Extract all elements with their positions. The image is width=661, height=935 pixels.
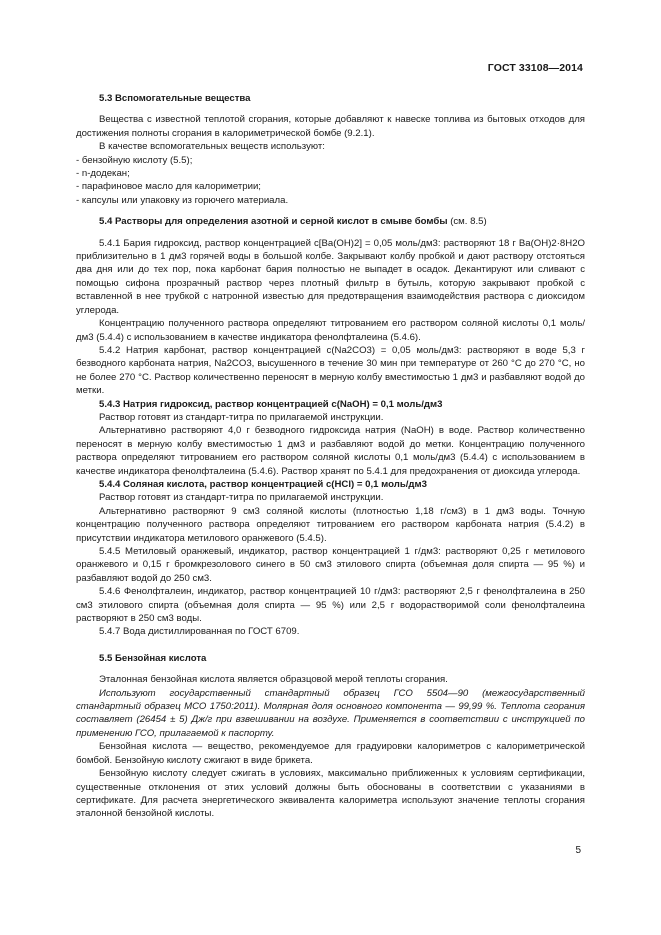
paragraph: Бензойная кислота — вещество, рекомендуемое для градуировки калориметров с калориметрической бомбой. Бензойную кислоту сжигают в виде брикета.	[76, 741, 585, 766]
paragraph-5-4-2: 5.4.2 Натрия карбонат, раствор концентрацией c(Na2CO3) = 0,05 моль/дм3: растворяют в воде 5,3 г безводного карбоната натрия, Na2CO3, высушенного в течение 30 мин при температуре от 260 °С до 270 °С, но не более 270 °С. Раствор количественно переносят в мерную колбу вместимостью 1 дм3 и разбавляют водой до метки.	[76, 344, 585, 397]
paragraph: Эталонная бензойная кислота является образцовой мерой теплоты сгорания.	[99, 674, 448, 686]
paragraph: Раствор готовят из стандарт-титра по прилагаемой инструкции.	[99, 492, 384, 504]
paragraph-5-4-1: 5.4.1 Бария гидроксид, раствор концентрацией c[Ba(OH)2] = 0,05 моль/дм3: растворяют 18 г Ba(OH)2·8H2O приблизительно в 1 дм3 горячей воды в большой колбе. Закрывают колбу пробкой и дают раствору отстояться два дня или до тех пор, пока карбонат бария полностью не выпадет в осадок. Декантируют или сливают с помощью сифона прозрачный раствор через плотный фильтр в бутыль, которую закрывают пробкой с вставленной в нее трубкой с натронной известью для предотвращения взаимодействия раствора с диоксидом углерода.	[76, 237, 585, 316]
paragraph: Раствор готовят из стандарт-титра по прилагаемой инструкции.	[99, 411, 384, 423]
list-item: - n-додекан;	[76, 168, 130, 180]
paragraph: Альтернативно растворяют 9 см3 соляной кислоты (плотностью 1,18 г/см3) в 1 дм3 воды. Точную концентрацию полученного раствора определяют титрованием его раствором карбоната натрия (5.4.2) в присутствии индикатора метилового оранжевого (5.4.5).	[76, 505, 585, 544]
paragraph-5-4-5: 5.4.5 Метиловый оранжевый, индикатор, раствор концентрацией 1 г/дм3: растворяют 0,25 г метилового оранжевого и 0,15 г бромкрезолового синего в 50 см3 этилового спирта (объемная доля спирта — 95 %) и разбавляют водой до 250 см3.	[76, 546, 585, 584]
subheading-5-4-3: 5.4.3 Натрия гидроксид, раствор концентрацией c(NaOH) = 0,1 моль/дм3	[99, 398, 443, 410]
heading-reference: (см. 8.5)	[450, 216, 487, 228]
document-body	[76, 92, 585, 821]
paragraph: Бензойную кислоту следует сжигать в условиях, максимально приближенных к условиям сертификации, существенные отклонения от этих условий должны быть обоснованы в соответствии с указаниями в сертификате. Для расчета энергетического эквивалента калориметра используют значение теплоты сгорания эталонной бензойной кислоты.	[76, 768, 585, 820]
list-item: - бензойную кислоту (5.5);	[76, 154, 193, 166]
section-heading-5-5: 5.5 Бензойная кислота	[99, 652, 207, 664]
standard-code: ГОСТ 33108—2014	[487, 62, 583, 74]
paragraph: Альтернативно растворяют 4,0 г безводного гидроксида натрия (NaOH) в воде. Раствор количественно переносят в мерную колбу вместимостью 1 дм3 и разбавляют водой до метки. Концентрацию полученного раствора определяют титрованием его раствором соляной кислоты 0,1 моль/дм3 (5.4.4) с использованием в качестве индикатора фенолфталеина (5.4.6). Раствор хранят по 5.4.1 для предохранения от диоксида углерода.	[76, 425, 585, 477]
paragraph: Вещества с известной теплотой сгорания, которые добавляют к навеске топлива из бытовых отходов для достижения полноты сгорания в калориметрической бомбе (9.2.1).	[76, 114, 585, 139]
section-heading-5-4	[76, 215, 585, 228]
page-number: 5	[575, 845, 581, 856]
paragraph-italic: Используют государственный стандартный образец ГСО 5504—90 (межгосударственный стандартный образец МСО 1750:2011). Молярная доля основного компонента — 99,99 %. Теплота сгорания составляет (26454 ± 5) Дж/г при взвешивании на воздухе. Применяется в соответствии с инструкцией по применению ГСО, прилагаемой к паспорту.	[76, 687, 585, 739]
paragraph-5-4-6: 5.4.6 Фенолфталеин, индикатор, раствор концентрацией 10 г/дм3: растворяют 2,5 г фенолфталеина в 250 см3 этилового спирта (объемная доля спирта — 95 %) или 2,5 г водорастворимой соли фенолфталеина растворяют в 250 см3 воды.	[76, 586, 585, 625]
paragraph-5-4-7: 5.4.7 Вода дистиллированная по ГОСТ 6709.	[99, 626, 300, 638]
paragraph: Концентрацию полученного раствора определяют титрованием его раствором соляной кислоты 0,1 моль/дм3 (5.4.4) с использованием в качестве индикатора фенолфталеина (5.4.6).	[76, 318, 585, 343]
paragraph: В качестве вспомогательных веществ используют:	[99, 141, 325, 153]
heading-text: 5.4 Растворы для определения азотной и серной кислот в смыве бомбы	[99, 216, 448, 228]
subheading-5-4-4: 5.4.4 Соляная кислота, раствор концентрацией c(HCl) = 0,1 моль/дм3	[99, 478, 427, 490]
section-heading-5-3: 5.3 Вспомогательные вещества	[99, 93, 251, 104]
list-item: - капсулы или упаковку из горючего материала.	[76, 194, 289, 206]
list-item: - парафиновое масло для калориметрии;	[76, 181, 261, 193]
